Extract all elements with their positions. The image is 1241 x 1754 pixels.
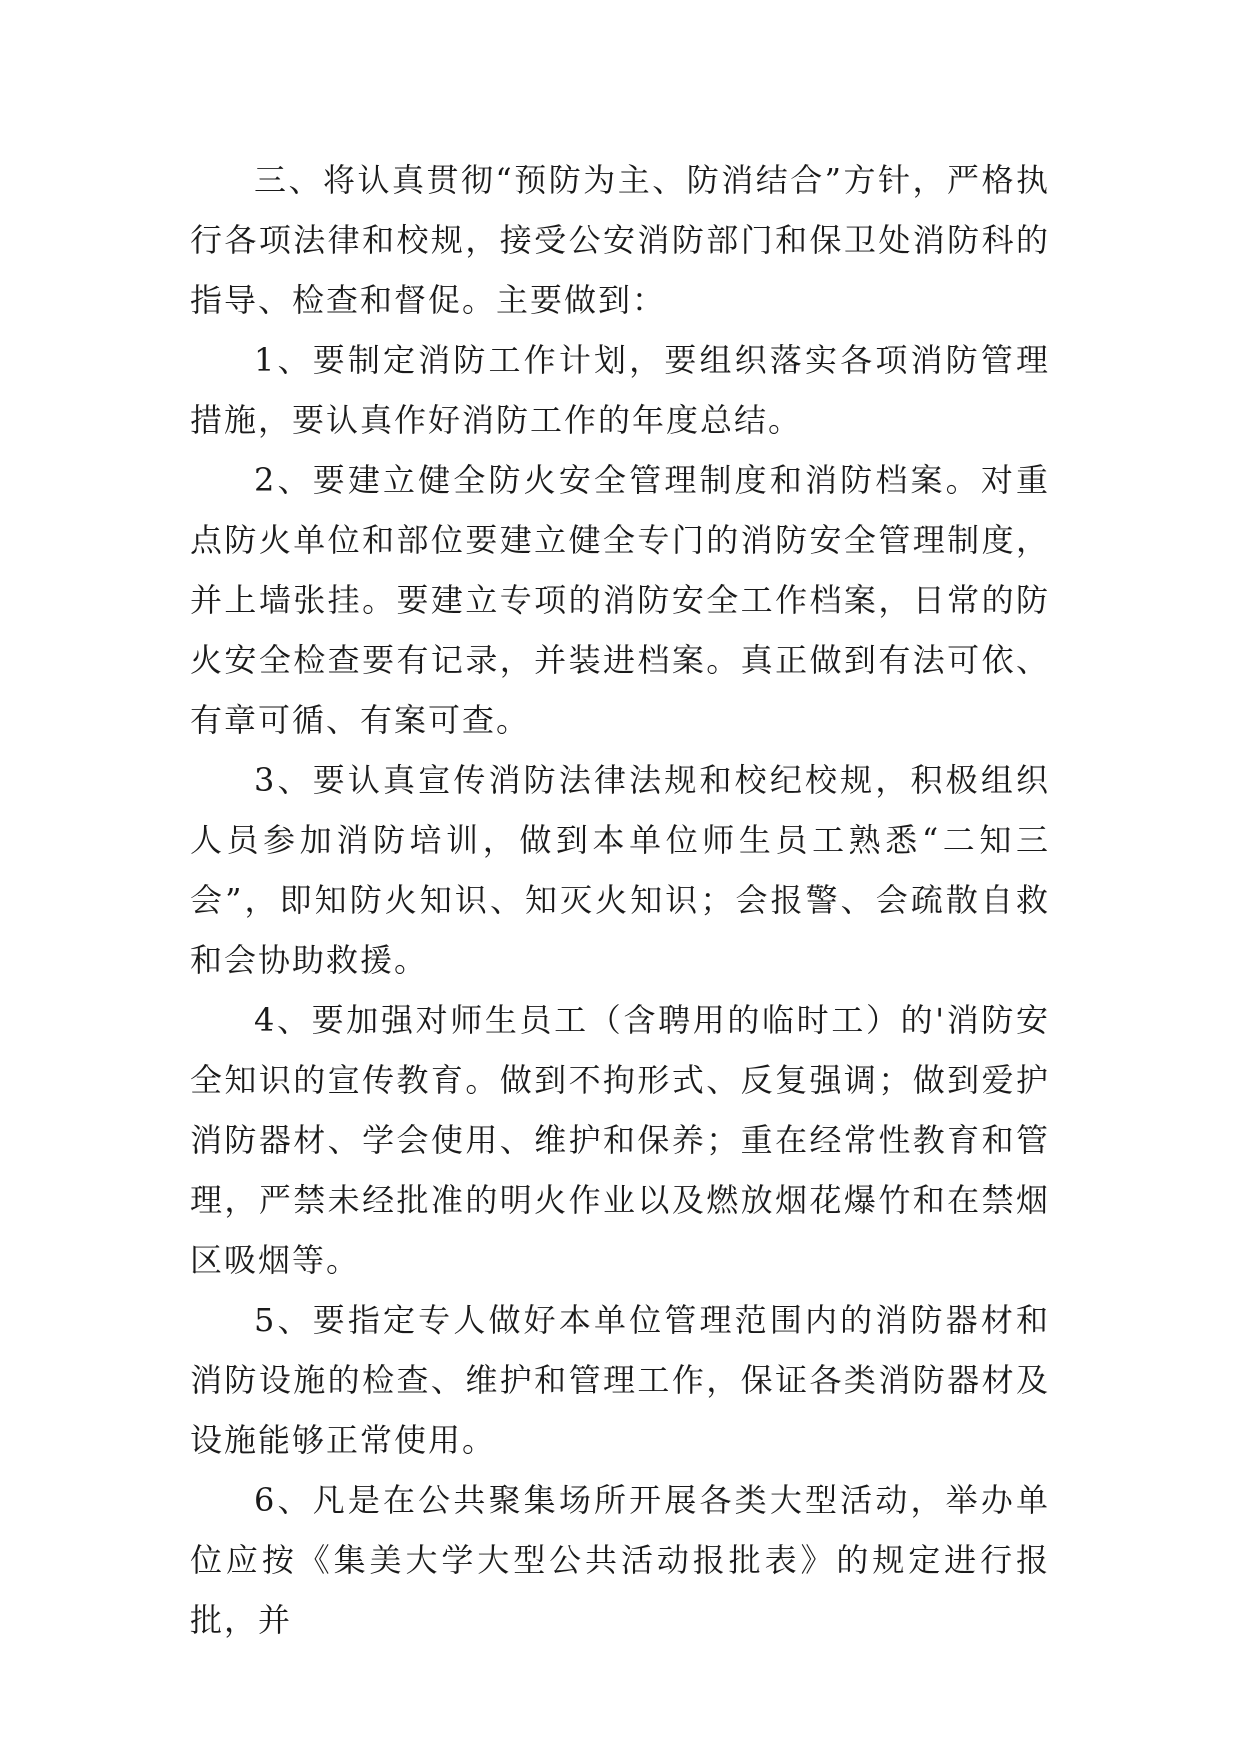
paragraph-item-4: 4、要加强对师生员工（含聘用的临时工）的'消防安全知识的宣传教育。做到不拘形式、反复强调；做到爱护消防器材、学会使用、维护和保养；重在经常性教育和管理，严禁未经批准的明火作业以及燃放烟花爆竹和在禁烟区吸烟等。 — [190, 1001, 1050, 1279]
document-body — [190, 150, 1050, 1650]
paragraph-item-1: 1、要制定消防工作计划，要组织落实各项消防管理措施，要认真作好消防工作的年度总结。 — [190, 341, 1050, 439]
paragraph-item-2: 2、要建立健全防火安全管理制度和消防档案。对重点防火单位和部位要建立健全专门的消防安全管理制度，并上墙张挂。要建立专项的消防安全工作档案，日常的防火安全检查要有记录，并装进档案。真正做到有法可依、有章可循、有案可查。 — [190, 461, 1050, 739]
paragraph-item-5: 5、要指定专人做好本单位管理范围内的消防器材和消防设施的检查、维护和管理工作，保证各类消防器材及设施能够正常使用。 — [190, 1301, 1050, 1459]
paragraph-item-3: 3、要认真宣传消防法律法规和校纪校规，积极组织人员参加消防培训，做到本单位师生员工熟悉“二知三会”，即知防火知识、知灭火知识；会报警、会疏散自救和会协助救援。 — [190, 761, 1050, 979]
paragraph-item-6: 6、凡是在公共聚集场所开展各类大型活动，举办单位应按《集美大学大型公共活动报批表》的规定进行报批，并 — [190, 1481, 1050, 1639]
paragraph-policy-intro: 三、将认真贯彻“预防为主、防消结合”方针，严格执行各项法律和校规，接受公安消防部门和保卫处消防科的指导、检查和督促。主要做到： — [190, 161, 1050, 319]
